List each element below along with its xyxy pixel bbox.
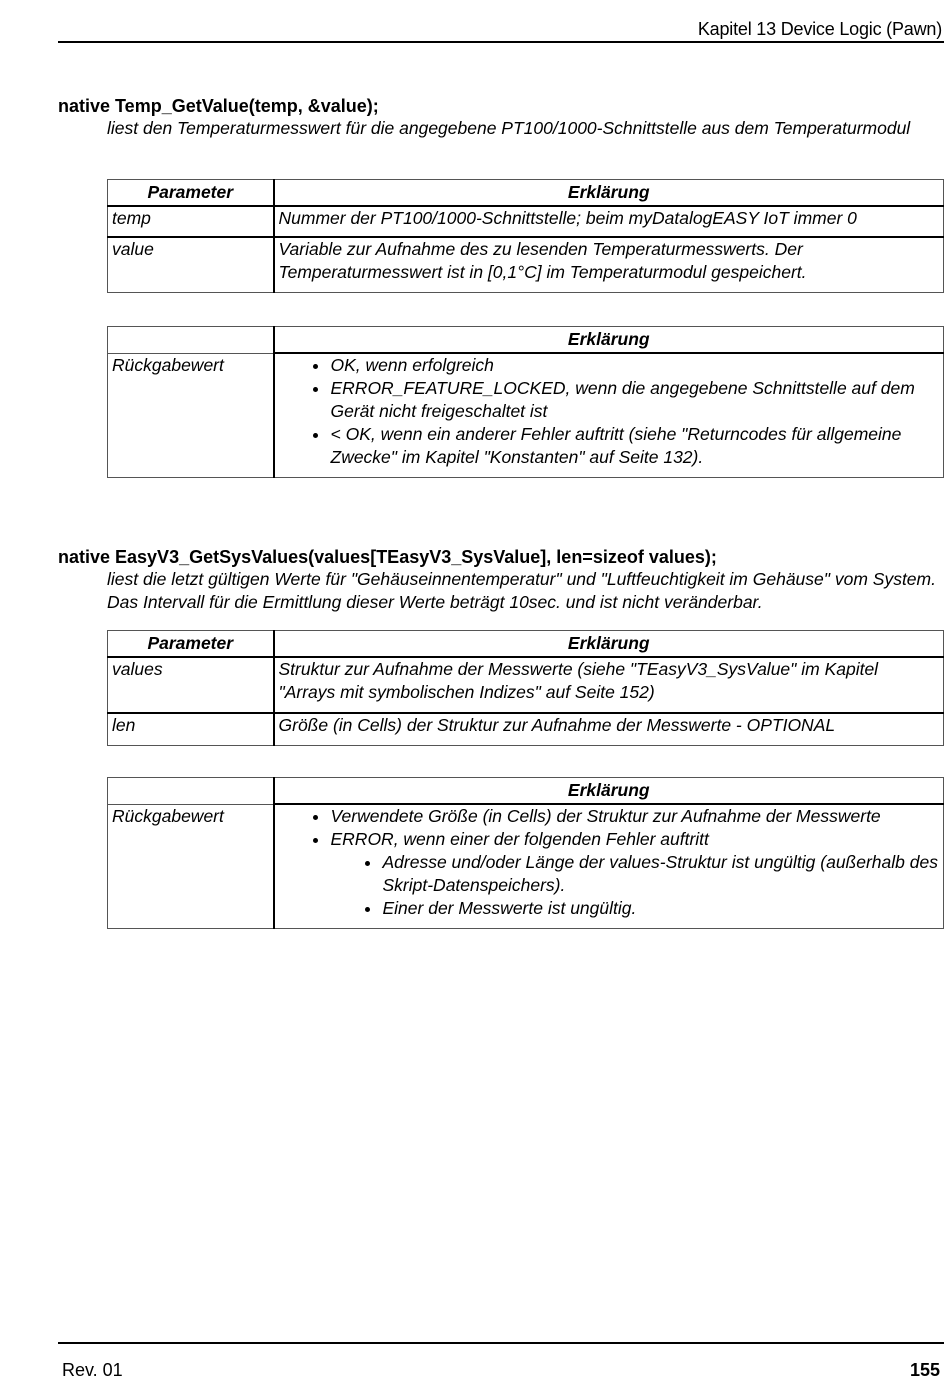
table-row xyxy=(108,657,944,713)
list-item xyxy=(331,828,940,920)
parameter-name: temp xyxy=(108,206,274,237)
parameter-table xyxy=(107,179,944,293)
list-item-text: ERROR, wenn einer der folgenden Fehler auftritt xyxy=(330,829,709,849)
page-header-title: Kapitel 13 Device Logic (Pawn) xyxy=(697,19,942,39)
return-value-list xyxy=(279,805,940,920)
table-row xyxy=(108,713,944,746)
return-value-table xyxy=(107,326,944,478)
column-header-explanation: Erklärung xyxy=(274,180,944,207)
table-row xyxy=(108,237,944,293)
column-header-parameter: Parameter xyxy=(108,180,274,207)
function-description: liest die letzt gültigen Werte für "Gehäuseinnentemperatur" und "Luftfeuchtigkeit im Gehäuse" vom System. Das Intervall für die Ermittlung dieser Werte beträgt 10sec. und ist nicht veränderbar. xyxy=(107,569,936,612)
list-item: ERROR_FEATURE_LOCKED, wenn die angegebene Schnittstelle auf dem Gerät nicht freigeschaltet ist xyxy=(331,377,940,423)
function-easyv3-getsysvalues xyxy=(58,546,944,614)
column-header-explanation: Erklärung xyxy=(274,778,944,805)
function-signature: native EasyV3_GetSysValues(values[TEasyV3_SysValue], len=sizeof values); xyxy=(58,547,717,567)
parameter-table xyxy=(107,630,944,746)
list-item: < OK, wenn ein anderer Fehler auftritt (siehe "Returncodes für allgemeine Zwecke" im Kapitel "Konstanten" auf Seite 132). xyxy=(331,423,940,469)
return-value-table xyxy=(107,777,944,929)
return-value-label: Rückgabewert xyxy=(108,353,274,478)
footer-divider xyxy=(58,1342,944,1344)
list-item: Einer der Messwerte ist ungültig. xyxy=(383,897,940,920)
column-header-explanation: Erklärung xyxy=(274,327,944,354)
function-temp-getvalue xyxy=(58,95,944,140)
parameter-explanation: Struktur zur Aufnahme der Messwerte (siehe "TEasyV3_SysValue" im Kapitel "Arrays mit symbolischen Indizes" auf Seite 152) xyxy=(274,657,944,713)
parameter-name: values xyxy=(108,657,274,713)
table-row xyxy=(108,353,944,478)
column-header-parameter: Parameter xyxy=(108,631,274,658)
error-sublist xyxy=(331,851,940,920)
column-header-explanation: Erklärung xyxy=(274,631,944,658)
return-value-label: Rückgabewert xyxy=(108,804,274,929)
return-value-list xyxy=(279,354,940,469)
empty-header-cell xyxy=(108,778,274,805)
table-row xyxy=(108,804,944,929)
table-row xyxy=(108,206,944,237)
parameter-explanation: Variable zur Aufnahme des zu lesenden Temperaturmesswerts. Der Temperaturmesswert ist in [0,1°C] im Temperaturmodul gespeichert. xyxy=(274,237,944,293)
parameter-explanation: Nummer der PT100/1000-Schnittstelle; beim myDatalogEASY IoT immer 0 xyxy=(274,206,944,237)
parameter-name: value xyxy=(108,237,274,293)
list-item: OK, wenn erfolgreich xyxy=(331,354,940,377)
header-divider xyxy=(58,41,944,43)
empty-header-cell xyxy=(108,327,274,354)
function-signature: native Temp_GetValue(temp, &value); xyxy=(58,96,379,116)
parameter-name: len xyxy=(108,713,274,746)
function-description: liest den Temperaturmesswert für die angegebene PT100/1000-Schnittstelle aus dem Temperaturmodul xyxy=(107,118,911,138)
parameter-explanation: Größe (in Cells) der Struktur zur Aufnahme der Messwerte - OPTIONAL xyxy=(274,713,944,746)
footer-revision: Rev. 01 xyxy=(62,1360,123,1380)
list-item: Verwendete Größe (in Cells) der Struktur zur Aufnahme der Messwerte xyxy=(331,805,940,828)
list-item: Adresse und/oder Länge der values-Struktur ist ungültig (außerhalb des Skript-Datenspeichers). xyxy=(382,852,938,895)
page-number: 155 xyxy=(909,1360,940,1380)
